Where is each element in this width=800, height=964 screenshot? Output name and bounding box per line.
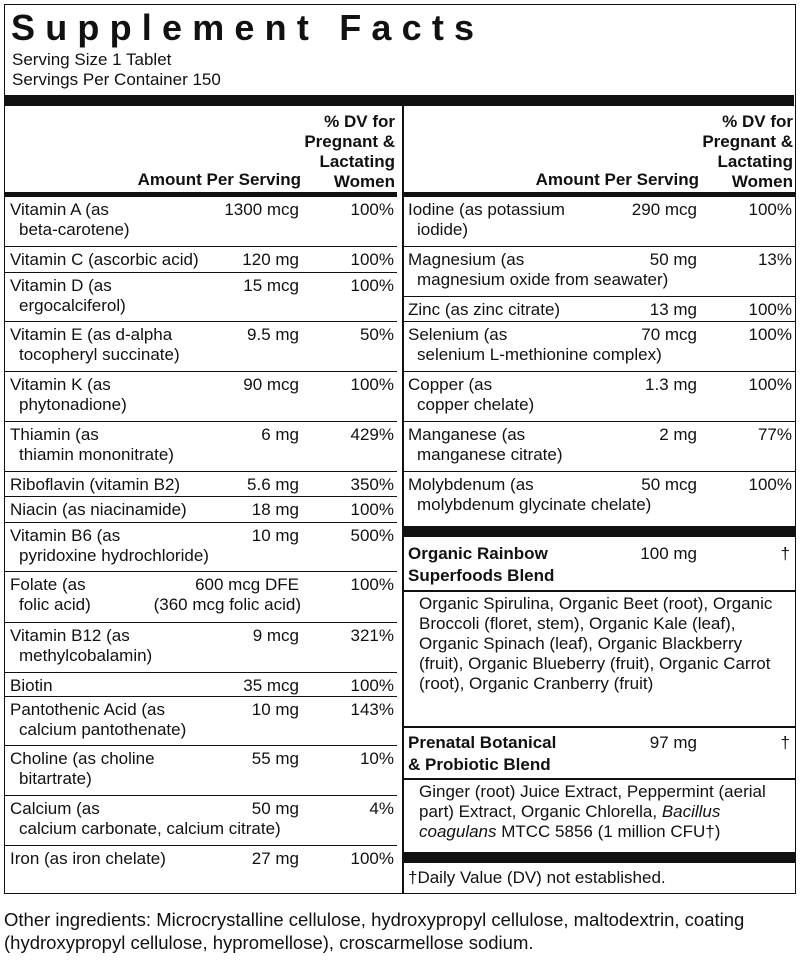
nutrient-name-line2: magnesium oxide from seawater)	[417, 270, 669, 289]
nutrient-row	[5, 496, 397, 522]
nutrient-amount: 15 mcg	[243, 276, 299, 295]
blend1-ingredients: Organic Spirulina, Organic Beet (root), Organic Broccoli (floret, stem), Organic Kale (leaf), Organic Spinach (leaf), Organic Blackberry (fruit), Organic Blueberry (fruit), Organic Carrot (root), Organic Cranberry (fruit)	[419, 594, 773, 693]
nutrient-row	[5, 795, 397, 845]
nutrient-name: Manganese (as	[408, 425, 526, 444]
blend2-amount: 97 mg	[649, 733, 697, 752]
nutrient-dv: 50%	[359, 325, 394, 344]
nutrient-name-line2: calcium carbonate, calcium citrate)	[19, 819, 281, 838]
serving-size: Serving Size 1 Tablet	[12, 50, 172, 69]
nutrient-name-line2: phytonadione)	[19, 395, 127, 414]
nutrient-name: Folate (as	[10, 575, 86, 594]
nutrient-amount: 18 mg	[251, 500, 299, 519]
nutrient-name-line2: ergocalciferol)	[19, 296, 126, 315]
column-header	[403, 106, 795, 192]
nutrient-row	[5, 522, 397, 571]
nutrient-amount: 55 mg	[251, 749, 299, 768]
blend2-rule-top	[403, 726, 795, 728]
top-thick-rule	[5, 95, 794, 106]
nutrient-name: Riboflavin (vitamin B2)	[10, 475, 181, 494]
blend2-name-line1: Prenatal Botanical	[408, 733, 557, 752]
nutrient-name-line2: iodide)	[417, 220, 469, 239]
nutrient-amount: 27 mg	[251, 849, 299, 868]
nutrient-amount: 9 mcg	[252, 626, 299, 645]
nutrient-name: Niacin (as niacinamide)	[10, 500, 187, 519]
nutrient-name-line2: pyridoxine hydrochloride)	[19, 546, 209, 565]
nutrient-name: Selenium (as	[408, 325, 508, 344]
nutrient-dv: 10%	[359, 749, 394, 768]
nutrient-name-line2: calcium pantothenate)	[19, 720, 187, 739]
nutrient-dv: 100%	[748, 475, 792, 494]
nutrient-name: Iodine (as potassium	[408, 200, 565, 219]
nutrient-row	[403, 296, 795, 321]
nutrient-amount: 13 mg	[649, 300, 697, 319]
nutrient-amount: 1300 mcg	[224, 200, 299, 219]
nutrient-name: Vitamin C (ascorbic acid)	[10, 250, 199, 269]
nutrient-row	[5, 246, 397, 272]
dv-header: % DV for Pregnant & Lactating Women	[304, 112, 395, 191]
nutrient-row	[5, 371, 397, 421]
amount-header: Amount Per Serving	[535, 170, 699, 189]
nutrient-dv: 100%	[748, 375, 792, 394]
nutrient-name-line2: manganese citrate)	[417, 445, 563, 464]
nutrient-amount: 90 mcg	[243, 375, 299, 394]
nutrient-row	[5, 272, 397, 321]
nutrient-amount: 10 mg	[251, 700, 299, 719]
nutrient-dv: 100%	[350, 849, 394, 868]
blend1-rule	[403, 590, 795, 592]
blend2-ingredients-plain: Ginger (root) Juice Extract, Peppermint (aerial part) Extract, Organic Chlorella,	[419, 782, 766, 821]
nutrient-row	[5, 197, 397, 246]
nutrient-dv: 143%	[350, 700, 394, 719]
nutrient-name-line2: tocopheryl succinate)	[19, 345, 180, 364]
nutrient-name: Vitamin E (as d-alpha	[10, 325, 173, 344]
nutrient-name-line2: folic acid)	[19, 595, 91, 614]
nutrient-amount: 70 mcg	[641, 325, 697, 344]
nutrient-row	[5, 622, 397, 672]
nutrient-row	[403, 246, 795, 296]
nutrient-row	[5, 745, 397, 795]
nutrient-name-line2: selenium L-methionine complex)	[417, 345, 662, 364]
nutrient-row	[5, 421, 397, 471]
nutrient-dv: 100%	[350, 250, 394, 269]
blend2-rule	[403, 778, 795, 780]
nutrient-name: Vitamin D (as	[10, 276, 112, 295]
nutrient-amount: 120 mg	[242, 250, 299, 269]
nutrient-dv: 100%	[350, 676, 394, 695]
blend2-ingredients	[419, 782, 789, 842]
nutrient-amount: 2 mg	[659, 425, 697, 444]
nutrient-name-line2: thiamin mononitrate)	[19, 445, 174, 464]
nutrient-row	[5, 471, 397, 496]
nutrient-dv: 350%	[350, 475, 394, 494]
nutrient-name-line2: beta-carotene)	[19, 220, 130, 239]
nutrient-name-line2: methylcobalamin)	[19, 646, 153, 665]
nutrient-dv: 429%	[350, 425, 394, 444]
nutrient-amount: 1.3 mg	[645, 375, 697, 394]
nutrient-row	[5, 321, 397, 371]
nutrient-dv: 100%	[350, 575, 394, 594]
nutrient-name: Calcium (as	[10, 799, 100, 818]
nutrient-name: Thiamin (as	[10, 425, 99, 444]
nutrient-amount: 600 mcg DFE	[195, 575, 299, 594]
dv-header: % DV for Pregnant & Lactating Women	[702, 112, 793, 191]
nutrient-dv: 77%	[757, 425, 792, 444]
nutrient-amount: 6 mg	[261, 425, 299, 444]
nutrient-name: Vitamin A (as	[10, 200, 109, 219]
blend2-name-line2: & Probiotic Blend	[408, 755, 551, 774]
blend1-amount: 100 mg	[640, 544, 697, 563]
column-header	[5, 106, 397, 192]
nutrient-row	[403, 371, 795, 421]
nutrient-name: Zinc (as zinc citrate)	[408, 300, 561, 319]
nutrient-row	[403, 197, 795, 246]
nutrient-amount: 5.6 mg	[247, 475, 299, 494]
nutrient-amount: 10 mg	[251, 526, 299, 545]
blend2-ingredients-italic: Bacillus coagulans	[419, 802, 721, 841]
nutrient-amount: 50 mg	[251, 799, 299, 818]
nutrient-row	[403, 321, 795, 371]
left-nutrient-column	[5, 106, 397, 893]
nutrient-name: Vitamin B6 (as	[10, 526, 121, 545]
nutrient-dv: 4%	[369, 799, 394, 818]
nutrient-dv: 100%	[350, 375, 394, 394]
blend-thick-rule	[403, 526, 795, 537]
nutrient-name: Molybdenum (as	[408, 475, 534, 494]
other-ingredients: Other ingredients: Microcrystalline cellulose, hydroxypropyl cellulose, maltodextrin, coating (hydroxypropyl cellulose, hypromellose), croscarmellose sodium.	[4, 909, 745, 953]
servings-per-container: Servings Per Container 150	[12, 70, 221, 89]
nutrient-name: Biotin	[10, 676, 53, 695]
nutrient-amount: 290 mcg	[631, 200, 697, 219]
nutrient-row	[5, 696, 397, 745]
nutrient-name-line2: molybdenum glycinate chelate)	[417, 495, 652, 514]
nutrient-dv: 100%	[350, 276, 394, 295]
amount-header: Amount Per Serving	[137, 170, 301, 189]
right-nutrient-column	[403, 106, 795, 893]
nutrient-amount: 50 mg	[649, 250, 697, 269]
nutrient-row	[5, 845, 397, 891]
nutrient-name-line2: bitartrate)	[19, 769, 92, 788]
nutrient-amount: 9.5 mg	[247, 325, 299, 344]
nutrient-dv: 13%	[757, 250, 792, 269]
blend2-dv: †	[780, 733, 790, 752]
nutrient-dv: 100%	[748, 325, 792, 344]
nutrient-dv: 100%	[748, 200, 792, 219]
nutrient-name: Copper (as	[408, 375, 493, 394]
nutrient-name: Pantothenic Acid (as	[10, 700, 165, 719]
nutrient-row	[403, 421, 795, 471]
blend1-dv: †	[780, 544, 790, 563]
footnote-thick-rule	[403, 852, 795, 863]
nutrient-dv: 321%	[350, 626, 394, 645]
nutrient-dv: 100%	[748, 300, 792, 319]
supplement-facts-panel	[4, 4, 796, 894]
nutrient-dv: 100%	[350, 500, 394, 519]
blend2-ingredients-tail: MTCC 5856 (1 million CFU†)	[496, 822, 721, 841]
nutrient-dv: 100%	[350, 200, 394, 219]
nutrient-amount-line2: (360 mcg folic acid)	[153, 595, 301, 614]
nutrient-amount: 50 mcg	[641, 475, 697, 494]
nutrient-row	[5, 672, 397, 696]
nutrient-name: Vitamin B12 (as	[10, 626, 130, 645]
nutrient-name: Choline (as choline	[10, 749, 155, 768]
nutrient-amount: 35 mcg	[243, 676, 299, 695]
nutrient-dv: 500%	[350, 526, 394, 545]
footnote: †Daily Value (DV) not established.	[408, 868, 666, 887]
nutrient-name: Iron (as iron chelate)	[10, 849, 166, 868]
blend1-name-line1: Organic Rainbow	[408, 544, 548, 563]
nutrient-name: Vitamin K (as	[10, 375, 111, 394]
nutrient-name: Magnesium (as	[408, 250, 525, 269]
nutrient-row	[403, 471, 795, 520]
panel-title: Supplement Facts	[11, 7, 485, 48]
nutrient-row	[5, 571, 397, 622]
blend1-name-line2: Superfoods Blend	[408, 566, 555, 585]
nutrient-name-line2: copper chelate)	[417, 395, 535, 414]
